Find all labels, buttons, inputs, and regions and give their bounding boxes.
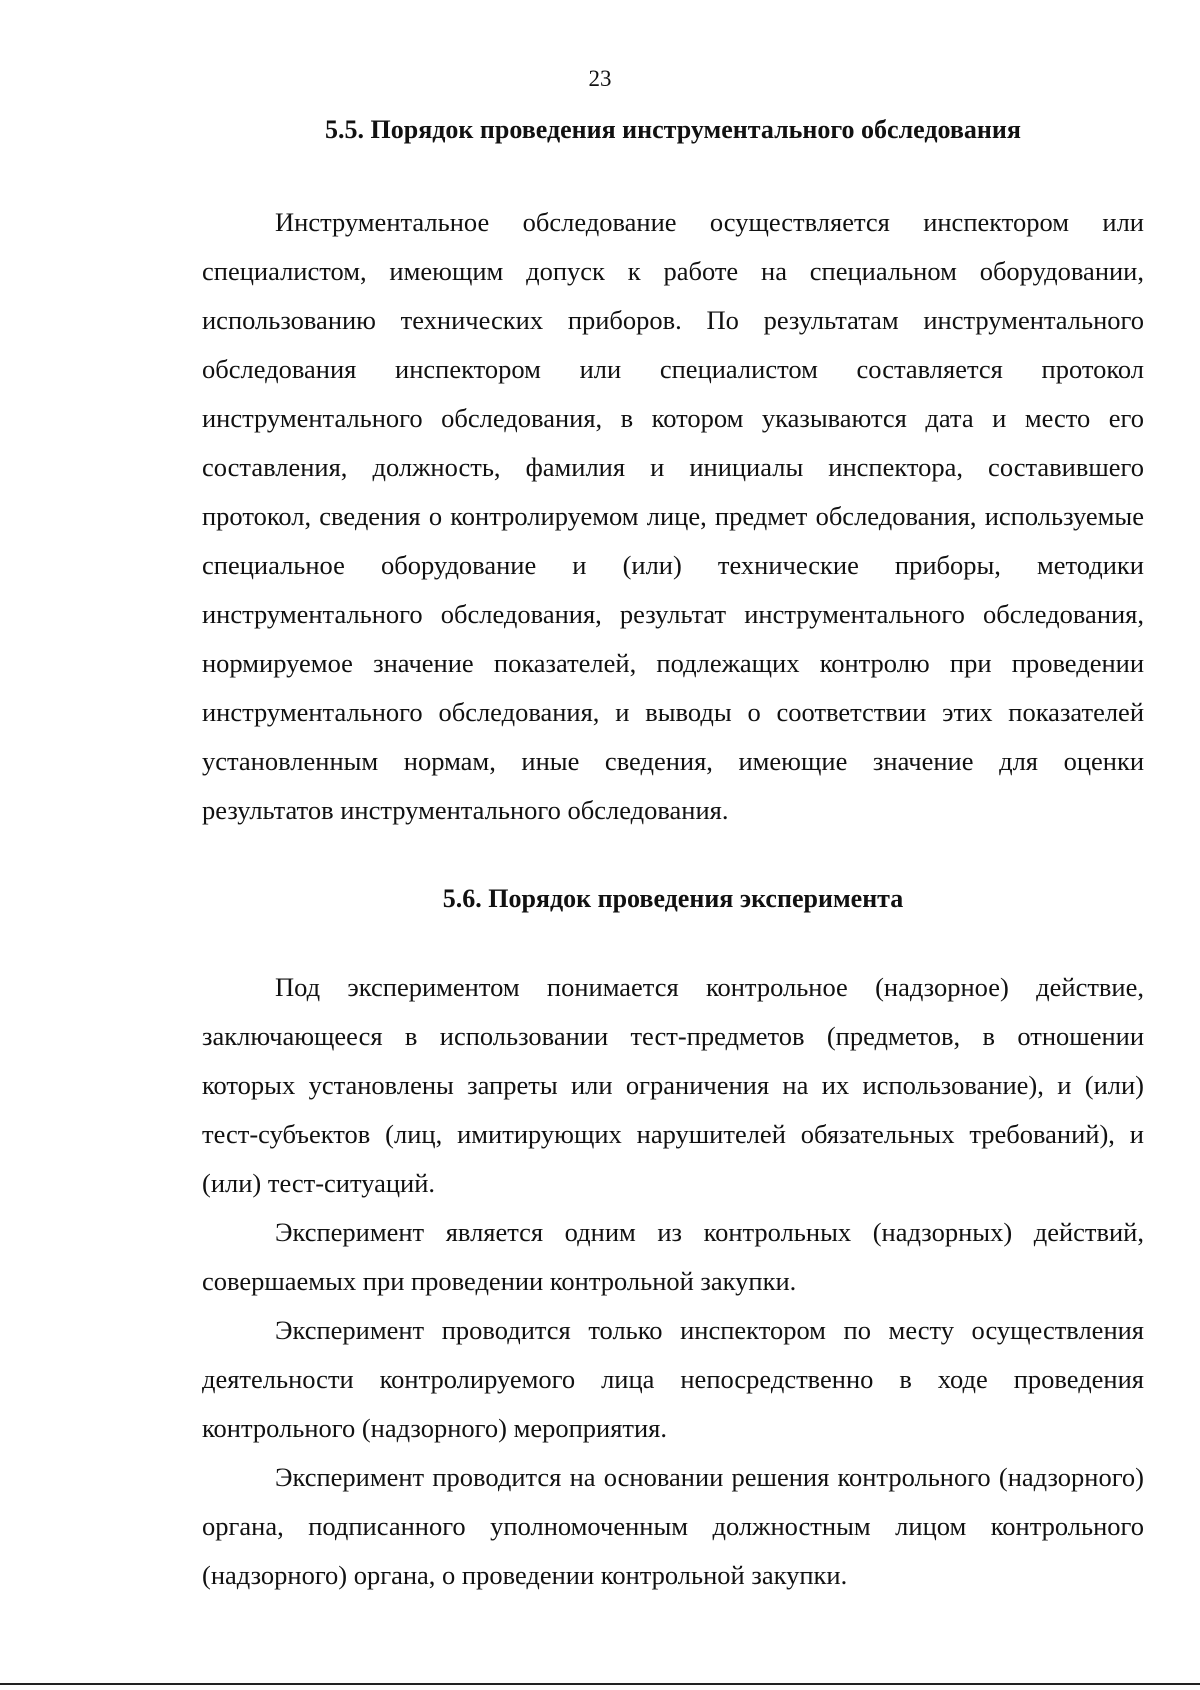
section-heading-5-5: 5.5. Порядок проведения инструментального обследования <box>325 115 1021 144</box>
paragraph: Под экспериментом понимается контрольное (надзорное) действие, заключающееся в использовании тест-предметов (предметов, в отношении которых установлены запреты или ограничения на их использование), и (или) тест-субъектов (лиц, имитирующих нарушителей обязательных требований), и (или) тест-ситуаций. <box>202 972 1144 1198</box>
paragraph: Эксперимент проводится только инспектором по месту осуществления деятельности контролируемого лица непосредственно в ходе проведения контрольного (надзорного) мероприятия. <box>202 1315 1144 1443</box>
page-content <box>202 100 1144 1600</box>
paragraph: Эксперимент является одним из контрольных (надзорных) действий, совершаемых при проведении контрольной закупки. <box>202 1217 1144 1296</box>
section-heading-5-6: 5.6. Порядок проведения эксперимента <box>442 884 904 913</box>
scan-bottom-edge-line <box>0 1683 1200 1685</box>
paragraph: Инструментальное обследование осуществляется инспектором или специалистом, имеющим допуск к работе на специальном оборудовании, использованию технических приборов. По результатам инструментального обследования инспектором или специалистом составляется протокол инструментального обследования, в котором указываются дата и место его составления, должность, фамилия и инициалы инспектора, составившего протокол, сведения о контролируемом лице, предмет обследования, используемые специальное оборудование и (или) технические приборы, методики инструментального обследования, результат инструментального обследования, нормируемое значение показателей, подлежащих контролю при проведении инструментального обследования, и выводы о соответствии этих показателей установленным нормам, иные сведения, имеющие значение для оценки результатов инструментального обследования. <box>202 207 1144 825</box>
page-number: 23 <box>588 66 612 91</box>
paragraph: Эксперимент проводится на основании решения контрольного (надзорного) органа, подписанного уполномоченным должностным лицом контрольного (надзорного) органа, о проведении контрольной закупки. <box>202 1462 1144 1590</box>
